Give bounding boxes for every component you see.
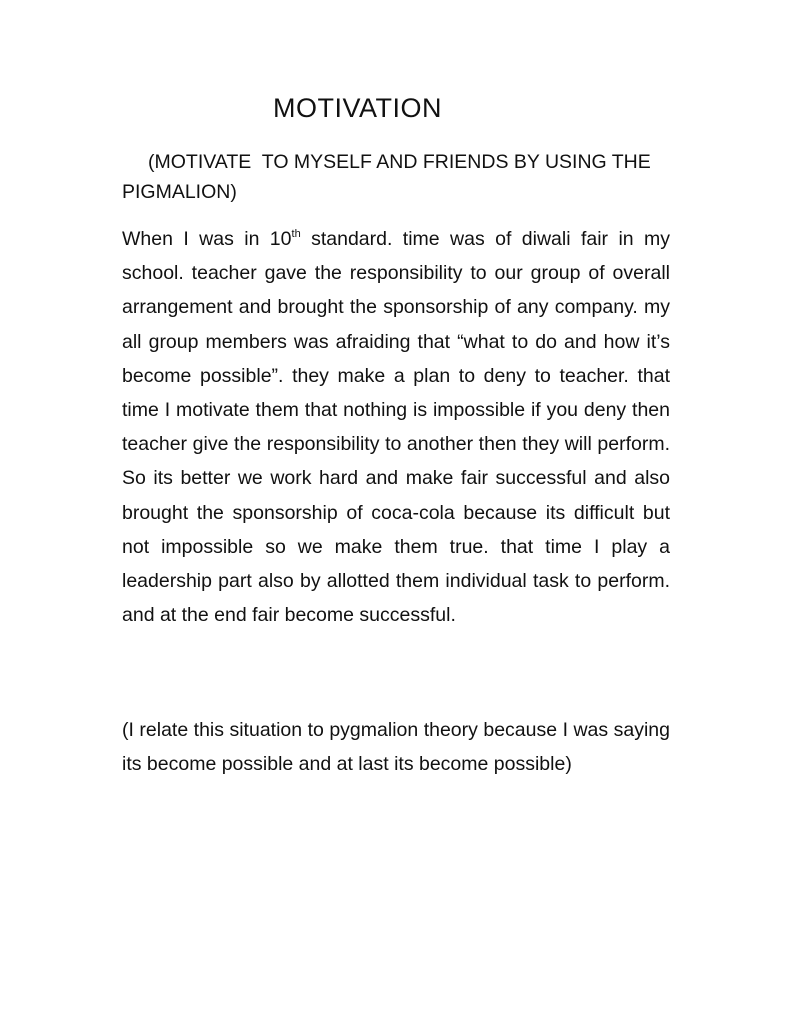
story-text-rest: standard. time was of diwali fair in my school. teacher gave the responsibility to our group of overall arrangement and brought the sponsorship of any company. my all group members was afraiding that “what to do and how it’s become possible”. they make a plan to deny to teacher. that time I motivate them that nothing is impossible if you deny then teacher give the responsibility to another then they will perform. So its better we work hard and make fair successful and also brought the sponsorship of coca-cola because its difficult but not impossible so we make them true. that time I play a leadership part also by allotted them individual task to perform. and at the end fair become successful. <box>122 228 671 627</box>
story-text-start: When I was in 10 <box>122 228 292 250</box>
ordinal-suffix: th <box>291 228 301 240</box>
document-subtitle <box>122 147 670 207</box>
document-title: MOTIVATION <box>273 93 442 123</box>
theory-paragraph: (I relate this situation to pygmalion theory because I was saying its become possible and at last its become possible) <box>122 719 670 776</box>
subtitle-part-2: TO MYSELF AND FRIENDS BY USING THE PIGMALION) <box>122 151 651 203</box>
subtitle-part-1: (MOTIVATE <box>148 151 252 173</box>
story-paragraph <box>122 222 670 632</box>
